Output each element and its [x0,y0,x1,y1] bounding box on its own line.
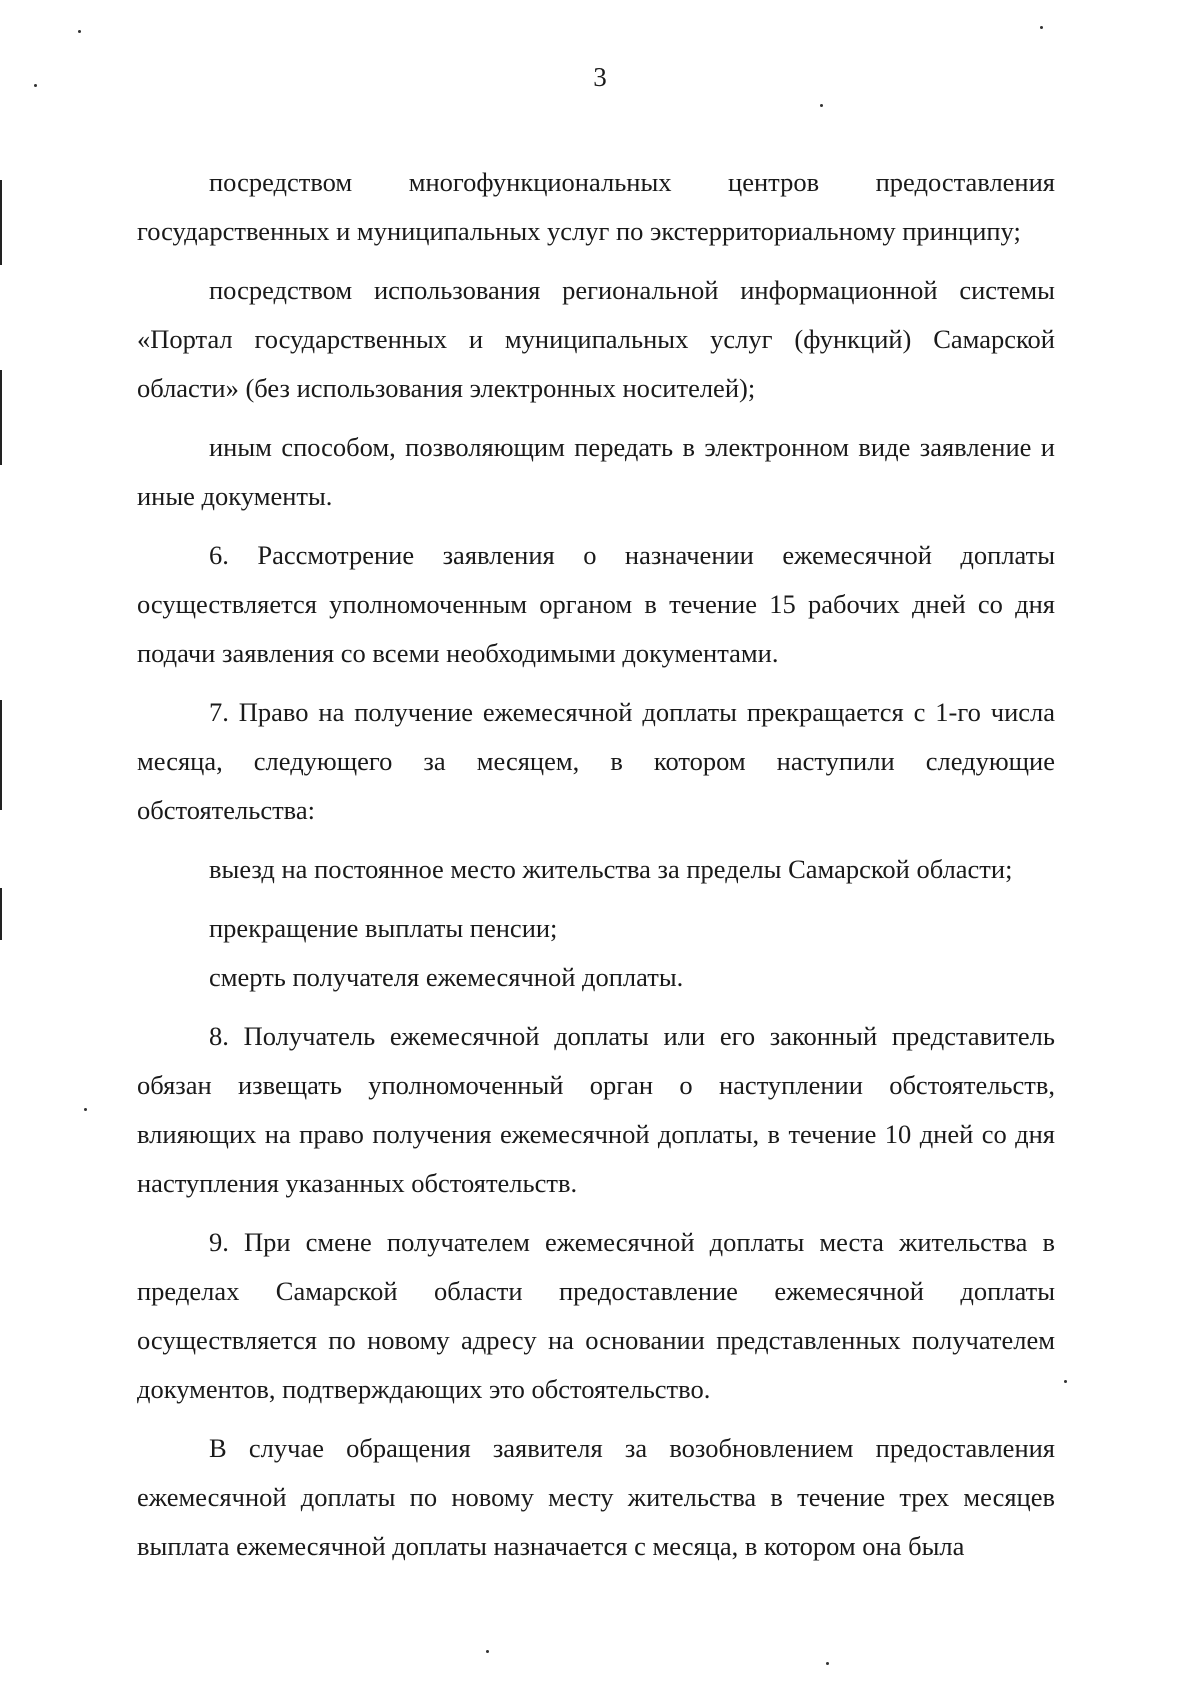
paragraph: 6. Рассмотрение заявления о назначении ежемесячной доплаты осуществляется уполномоченным органом в течение 15 рабочих дней со дня подачи заявления со всеми необходимыми документами. [137,540,1055,668]
scan-speck [1064,1380,1067,1383]
document-body [137,158,1055,1571]
paragraph: выезд на постоянное место жительства за пределы Самарской области; [209,854,1013,884]
page-number: 3 [593,62,607,92]
scan-edge-mark [0,370,2,465]
paragraph: 8. Получатель ежемесячной доплаты или его законный представитель обязан извещать уполномоченный орган о наступлении обстоятельств, влияющих на право получения ежемесячной доплаты, в течение 10 дней со дня наступления указанных обстоятельств. [137,1021,1055,1198]
scan-edge-mark [0,888,2,940]
scan-speck [78,30,81,33]
scan-speck [1040,26,1043,29]
paragraph: В случае обращения заявителя за возобновлением предоставления ежемесячной доплаты по новому месту жительства в течение трех месяцев выплата ежемесячной доплаты назначается с месяца, в котором она была [137,1433,1055,1561]
scan-speck [820,104,823,107]
paragraph: смерть получателя ежемесячной доплаты. [209,962,684,992]
scan-edge-mark [0,180,2,265]
paragraph: иным способом, позволяющим передать в электронном виде заявление и иные документы. [137,432,1055,511]
scan-edge-mark [0,700,2,810]
paragraph: посредством многофункциональных центров предоставления государственных и муниципальных услуг по экстерриториальному принципу; [137,167,1055,246]
paragraph: 9. При смене получателем ежемесячной доплаты места жительства в пределах Самарской области предоставление ежемесячной доплаты осуществляется по новому адресу на основании представленных получателем документов, подтверждающих это обстоятельство. [137,1227,1055,1404]
scan-speck [826,1662,829,1665]
paragraph: 7. Право на получение ежемесячной доплаты прекращается с 1-го числа месяца, следующего за месяцем, в котором наступили следующие обстоятельства: [137,697,1055,825]
paragraph: прекращение выплаты пенсии; [209,913,558,943]
scan-speck [84,1108,87,1111]
paragraph: посредством использования региональной информационной системы «Портал государственных и муниципальных услуг (функций) Самарской области» (без использования электронных носителей); [137,275,1055,403]
scan-speck [486,1650,489,1653]
